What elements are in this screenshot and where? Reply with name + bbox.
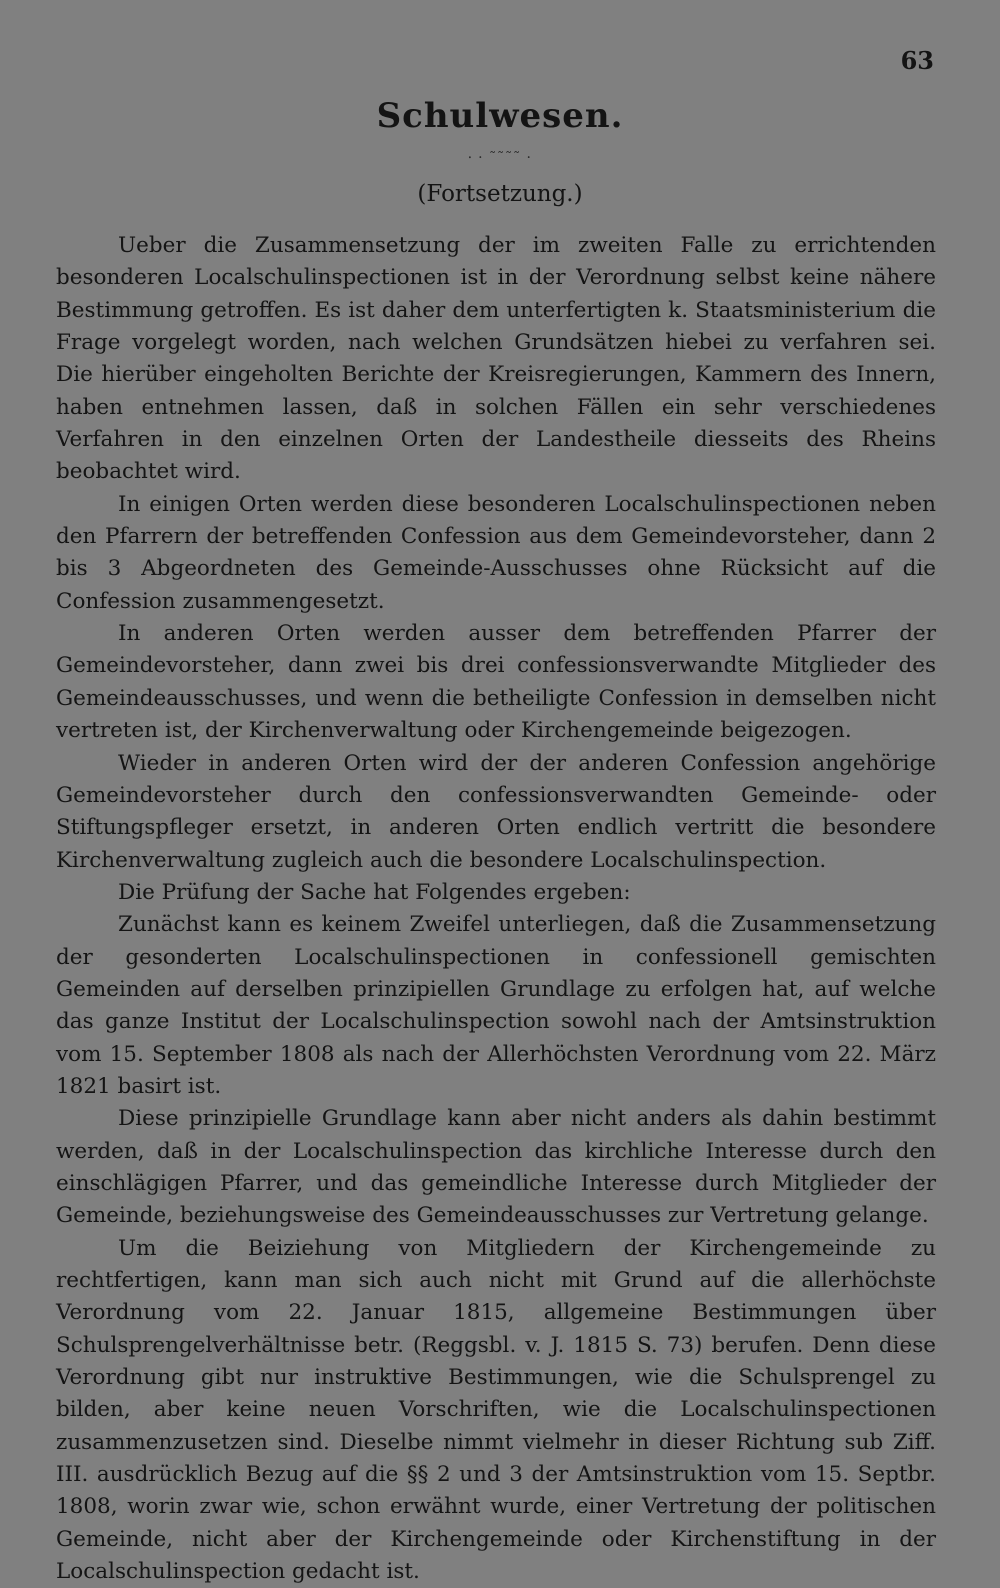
page-number: 63 xyxy=(900,46,934,75)
paragraph-8: Um die Beiziehung von Mitgliedern der Kirchengemeinde zu rechtfertigen, kann man sich auch nicht mit Grund auf die allerhöchste Verordnung vom 22. Januar 1815, allgemeine Bestimmungen über Schulsprengelverhältnisse betr. (Reggsbl. v. J. 1815 S. 73) berufen. Denn diese Verordnung gibt nur instruktive Bestimmungen, wie die Schulsprengel zu bilden, aber keine neuen Vorschriften, wie die Localschulinspectionen zusammenzusetzen sind. Dieselbe nimmt vielmehr in dieser Richtung sub Ziff. III. ausdrücklich Bezug auf die §§ 2 und 3 der Amtsinstruktion vom 15. Septbr. 1808, worin zwar wie, schon erwähnt wurde, einer Vertretung der politischen Gemeinde, nicht aber der Kirchengemeinde oder Kirchenstiftung in der Localschulinspection gedacht ist. xyxy=(56,1235,936,1585)
paragraph-3: In anderen Orten werden ausser dem betreffenden Pfarrer der Gemeindevorsteher, dann zwei bis drei confessionsverwandte Mitglieder des Gemeindeausschusses, und wenn die betheiligte Confession in demselben nicht vertreten ist, der Kirchenverwaltung oder Kirchengemeinde beigezogen. xyxy=(56,621,936,744)
paragraph-7: Diese prinzipielle Grundlage kann aber nicht anders als dahin bestimmt werden, daß in der Localschulinspection das kirchliche Interesse durch den einschlägigen Pfarrer, und das gemeindliche Interesse durch Mitglieder der Gemeinde, beziehungsweise des Gemeindeausschusses zur Vertretung gelange. xyxy=(56,1106,936,1229)
title-ornament: ⸱ · ˜˜˜˜ · xyxy=(467,150,532,166)
paragraph-6: Zunächst kann es keinem Zweifel unterliegen, daß die Zusammensetzung der gesonderten Localschulinspectionen in confessionell gemischten Gemeinden auf derselben prinzipiellen Grundlage zu erfolgen hat, auf welche das ganze Institut der Localschulinspection sowohl nach der Amtsinstruktion vom 15. September 1808 als nach der Allerhöchsten Verordnung vom 22. März 1821 basirt ist. xyxy=(56,912,936,1099)
page-title: Schulwesen. xyxy=(376,96,624,136)
page-subtitle: (Fortsetzung.) xyxy=(417,181,583,207)
body-text xyxy=(56,230,936,1588)
paragraph-4: Wieder in anderen Orten wird der der anderen Confession angehörige Gemeindevorsteher durch den confessionsverwandten Gemeinde- oder Stiftungspfleger ersetzt, in anderen Orten endlich vertritt die besondere Kirchenverwaltung zugleich auch die besondere Localschulinspection. xyxy=(56,750,936,873)
paragraph-5: Die Prüfung der Sache hat Folgendes ergeben: xyxy=(118,879,631,905)
paragraph-1: Ueber die Zusammensetzung der im zweiten Falle zu errichtenden besonderen Localschulinspectionen ist in der Verordnung selbst keine nähere Bestimmung getroffen. Es ist daher dem unterfertigten k. Staatsministerium die Frage vorgelegt worden, nach welchen Grundsätzen hiebei zu verfahren sei. Die hierüber eingeholten Berichte der Kreisregierungen, Kammern des Innern, haben entnehmen lassen, daß in solchen Fällen ein sehr verschiedenes Verfahren in den einzelnen Orten der Landestheile diesseits des Rheins beobachtet wird. xyxy=(56,233,936,485)
paragraph-2: In einigen Orten werden diese besonderen Localschulinspectionen neben den Pfarrern der betreffenden Confession aus dem Gemeindevorsteher, dann 2 bis 3 Abgeordneten des Gemeinde-Ausschusses ohne Rücksicht auf die Confession zusammengesetzt. xyxy=(56,491,936,614)
